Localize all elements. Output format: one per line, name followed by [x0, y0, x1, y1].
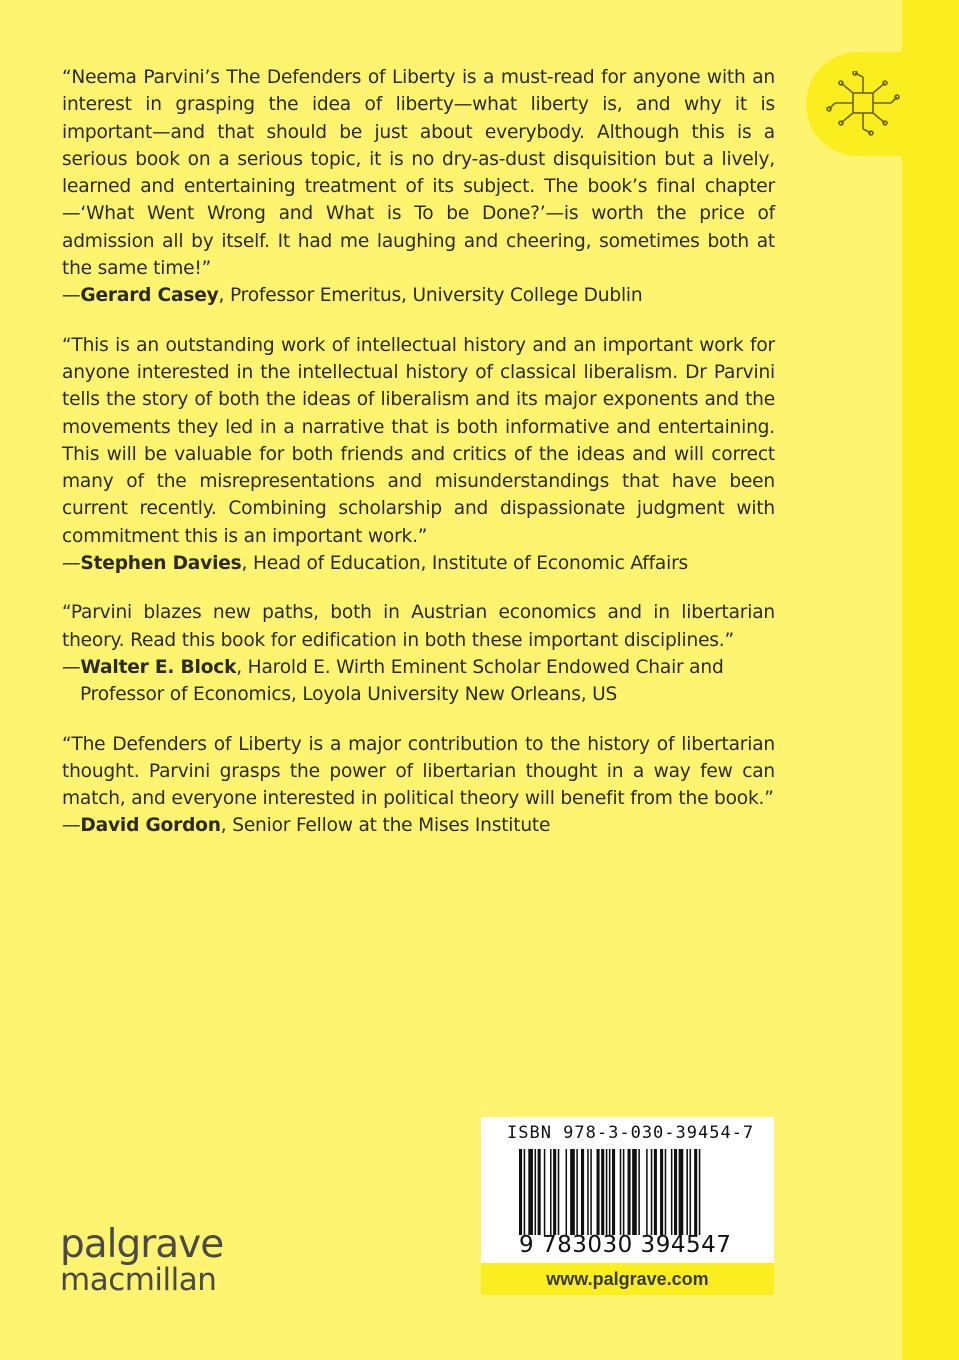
- logo-badge: [806, 52, 959, 156]
- barcode-bar: [646, 1149, 648, 1235]
- attribution-name: Walter E. Block: [80, 656, 237, 678]
- barcode-panel: [481, 1117, 774, 1263]
- testimonial-text: “This is an outstanding work of intellectual history and an important work for anyone interested in the intellectual history of classical liberalism. Dr Parvini tells the story of both the ideas of liberalism and its major exponents and the movements they led in a narrative that is both informative and entertaining. This will be valuable for both friends and critics of the ideas and will correct many of the misrepresentations and misunderstandings that have been current recently. Combining scholarship and dispassionate judgment with commitment this is an important work.”: [62, 334, 775, 547]
- barcode-bar: [538, 1149, 541, 1235]
- barcode-bar: [544, 1149, 546, 1235]
- barcode-bar: [694, 1149, 697, 1235]
- isbn-barcode-box: [481, 1117, 774, 1295]
- publisher-logo: [60, 1222, 224, 1298]
- barcode-bar: [558, 1149, 560, 1235]
- barcode-bar: [699, 1149, 701, 1235]
- testimonial-text: “Neema Parvini’s The Defenders of Liberty is a must-read for anyone with an interest in grasping the idea of liberty—what liberty is, and why it is important—and that should be just about everybody. Although this is a serious book on a serious topic, it is no dry-as-dust disquisition but a lively, learned and entertaining treatment of its subject. The book’s final chapter—‘What Went Wrong and What is To be Done?’—is worth the price of admission all by itself. It had me laughing and cheering, sometimes both at the same time!”: [62, 67, 775, 280]
- attribution-name: Stephen Davies: [80, 553, 242, 575]
- attribution-role: , Harold E. Wirth Eminent Scholar Endowed Chair and Professor of Economics, Loyola University New Orleans, US: [80, 656, 724, 706]
- testimonial-text: “The Defenders of Liberty is a major contribution to the history of libertarian thought. Parvini grasps the power of libertarian thought in a way few can match, and everyone interested in political theory will benefit from the book.”: [62, 733, 775, 810]
- barcode-bar: [553, 1149, 556, 1235]
- attribution-dash: —: [62, 553, 81, 575]
- attribution-role: , Professor Emeritus, University College Dublin: [218, 285, 643, 307]
- barcode-bar: [606, 1149, 608, 1235]
- publisher-url: www.palgrave.com: [481, 1263, 774, 1295]
- barcode-bar: [550, 1149, 552, 1235]
- palgrave-flower-icon: [825, 71, 903, 137]
- testimonial-attribution: [62, 550, 775, 577]
- attribution-role: , Head of Education, Institute of Economic Affairs: [241, 553, 689, 575]
- testimonial-4: [62, 731, 775, 840]
- barcode-bar: [660, 1149, 663, 1235]
- barcode-bar: [671, 1149, 673, 1235]
- attribution-name: David Gordon: [80, 815, 221, 837]
- attribution-role: , Senior Fellow at the Mises Institute: [220, 815, 551, 837]
- attribution-dash: —: [62, 656, 81, 678]
- barcode-bar: [570, 1149, 575, 1235]
- barcode-digits: 9 783030 394547: [519, 1232, 732, 1258]
- testimonial-3: [62, 599, 775, 708]
- barcode-bar: [524, 1149, 526, 1235]
- barcode-bar: [674, 1149, 677, 1235]
- barcode-bar: [632, 1149, 637, 1235]
- spine-band: [902, 0, 959, 1360]
- barcode-bars: [519, 1149, 759, 1235]
- barcode-bar: [601, 1149, 604, 1235]
- barcode-bar: [628, 1149, 631, 1235]
- barcode-bar: [651, 1149, 653, 1235]
- barcode-bar: [535, 1149, 537, 1235]
- barcode-bar: [587, 1149, 589, 1235]
- isbn-label: ISBN 978-3-030-39454-7: [507, 1123, 755, 1143]
- barcode-bar: [519, 1149, 522, 1235]
- publisher-logo-line2: macmillan: [60, 1262, 217, 1298]
- testimonials: [62, 64, 775, 862]
- attribution-name: Gerard Casey: [80, 285, 219, 307]
- barcode-bar: [620, 1149, 622, 1235]
- barcode-bar: [679, 1149, 684, 1235]
- attribution-dash: —: [62, 815, 81, 837]
- barcode-bar: [581, 1149, 584, 1235]
- barcode-bar: [566, 1149, 568, 1235]
- barcode-bar: [528, 1149, 533, 1235]
- publisher-logo-line1: palgrave: [60, 1222, 224, 1267]
- barcode-bar: [609, 1149, 611, 1235]
- barcode-bar: [590, 1149, 592, 1235]
- barcode-bar: [690, 1149, 692, 1235]
- testimonial-1: [62, 64, 775, 310]
- barcode-bar: [597, 1149, 600, 1235]
- barcode-bar: [612, 1149, 615, 1235]
- testimonial-2: [62, 332, 775, 578]
- barcode-bar: [654, 1149, 657, 1235]
- barcode-bar: [665, 1149, 667, 1235]
- barcode-bar: [576, 1149, 578, 1235]
- barcode-bar: [638, 1149, 640, 1235]
- barcode-bar: [686, 1149, 688, 1235]
- attribution-dash: —: [62, 285, 81, 307]
- testimonial-attribution: [62, 654, 775, 709]
- testimonial-text: “Parvini blazes new paths, both in Austrian economics and in libertarian theory. Read this book for edification in both these important disciplines.”: [62, 602, 775, 651]
- testimonial-attribution: [62, 812, 775, 839]
- barcode-bar: [623, 1149, 625, 1235]
- testimonial-attribution: [62, 282, 775, 309]
